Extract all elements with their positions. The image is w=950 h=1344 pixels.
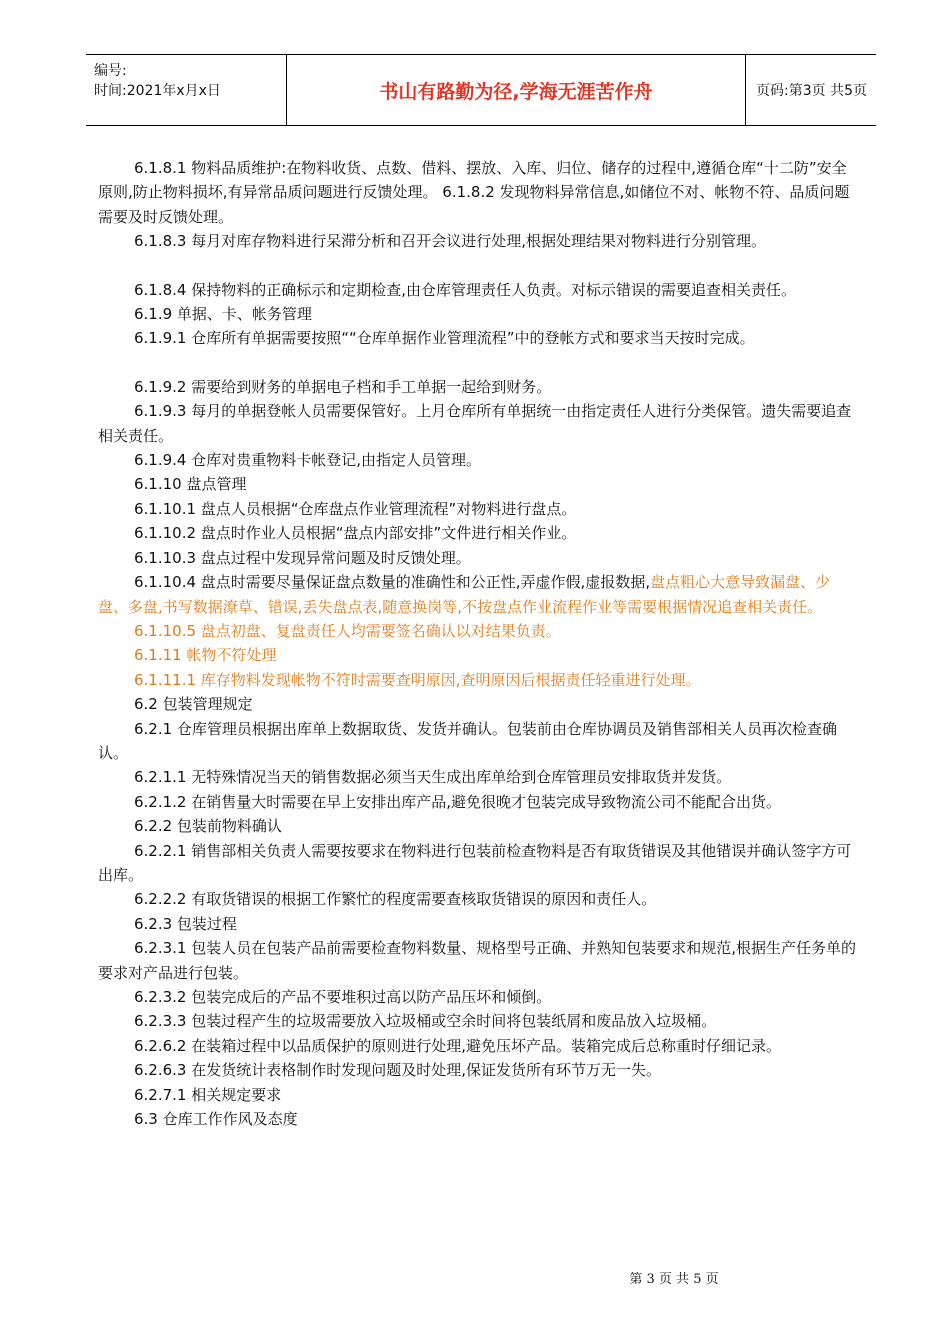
paragraph: 6.1.10.3 盘点过程中发现异常问题及时反馈处理。 [134,548,471,567]
footer-page-number: 第 3 页 共 5 页 [629,1272,719,1287]
paragraph: 6.1.9.1 仓库所有单据需要按照““仓库单据作业管理流程”中的登帐方式和要求当天按时完成。 [134,329,755,348]
paragraph: 6.2.3.3 包装过程产生的垃圾需要放入垃圾桶或空余时间将包装纸屑和废品放入垃圾桶。 [134,1012,717,1031]
paragraph: 6.1.10.2 盘点时作业人员根据“盘点内部安排”文件进行相关作业。 [134,524,577,543]
paragraph: 6.2.1.2 在销售量大时需要在早上安排出库产品,避免很晚才包装完成导致物流公司不能配合出货。 [134,792,782,811]
paragraph: 6.1.9.3 每月的单据登帐人员需要保管好。上月仓库所有单据统一由指定责任人进行分类保管。遗失需要追查相关责任。 [98,402,852,445]
header-page-info: 页码:第3页 共5页 [756,83,867,99]
highlighted-paragraph: 6.1.11.1 库存物料发现帐物不符时需要查明原因,查明原因后根据责任轻重进行处理。 [134,670,701,689]
paragraph: 6.1.9 单据、卡、帐务管理 [134,305,312,324]
paragraph: 6.2.6.2 在装箱过程中以品质保护的原则进行处理,避免压坏产品。装箱完成后总称重时仔细记录。 [134,1036,782,1055]
paragraph: 6.2.1.1 无特殊情况当天的销售数据必须当天生成出库单给到仓库管理员安排取货并发货。 [134,768,732,787]
paragraph: 6.1.9.4 仓库对贵重物料卡帐登记,由指定人员管理。 [134,451,482,470]
doc-code-label: 编号: [94,63,127,79]
header-meta [94,61,221,101]
paragraph: 6.2 包装管理规定 [134,695,253,714]
paragraph: 6.2.1 仓库管理员根据出库单上数据取货、发货并确认。包装前由仓库协调员及销售部相关人员再次检查确认。 [98,719,837,762]
highlighted-paragraph: 6.1.11 帐物不符处理 [134,646,277,665]
paragraph: 6.1.9.2 需要给到财务的单据电子档和手工单据一起给到财务。 [134,377,552,396]
highlighted-text: 盘点粗心大意导致漏盘、少盘、多盘,书写数据潦草、错误,丢失盘点表,随意换岗等,不按盘点作业流程作业等需要根据情况追查相关责任。 [98,573,831,616]
page-header [86,54,876,126]
page-footer [0,1268,950,1287]
paragraph: 6.1.10 盘点管理 [134,475,247,494]
paragraph: 6.2.3.2 包装完成后的产品不要堆积过高以防产品压坏和倾倒。 [134,988,552,1006]
paragraph: 6.2.7.1 相关规定要求 [134,1085,282,1104]
doc-time-label: 时间:2021年x月x日 [94,83,221,99]
paragraph: 6.2.2.2 有取货错误的根据工作繁忙的程度需要查核取货错误的原因和责任人。 [134,890,657,909]
paragraph: 6.1.8.4 保持物料的正确标示和定期检查,由仓库管理责任人负责。对标示错误的需要追查相关责任。 [134,280,797,299]
paragraph [98,570,858,619]
paragraph: 6.3 仓库工作作风及态度 [134,1110,298,1129]
paragraph-text: 6.1.10.4 盘点时需要尽量保证盘点数量的准确性和公正性,弄虚作假,虚报数据, [134,573,651,592]
header-slogan: 书山有路勤为径,学海无涯苦作舟 [286,55,746,125]
document-body [98,156,858,1131]
paragraph: 6.2.6.3 在发货统计表格制作时发现问题及时处理,保证发货所有环节万无一失。 [134,1061,662,1080]
paragraph: 6.2.3.1 包装人员在包装产品前需要检查物料数量、规格型号正确、并熟知包装要求和规范,根据生产任务单的要求对产品进行包装。 [98,939,857,982]
paragraph: 6.2.2 包装前物料确认 [134,817,282,836]
highlighted-paragraph: 6.1.10.5 盘点初盘、复盘责任人均需要签名确认以对结果负责。 [134,621,561,640]
paragraph: 6.2.3 包装过程 [134,914,237,933]
paragraph: 6.2.2.1 销售部相关负责人需要按要求在物料进行包装前检查物料是否有取货错误及其他错误并确认签字方可出库。 [98,841,852,884]
paragraph: 6.1.10.1 盘点人员根据“仓库盘点作业管理流程”对物料进行盘点。 [134,499,577,518]
paragraph: 6.1.8.1 物料品质维护:在物料收货、点数、借料、摆放、入库、归位、储存的过程中,遵循仓库“十二防”安全原则,防止物料损坏,有异常品质问题进行反馈处理。 6.1.8.2 发现物料异常信息,如储位不对、帐物不符、品质问题需要及时反馈处理。 [98,159,850,226]
paragraph: 6.1.8.3 每月对库存物料进行呆滞分析和召开会议进行处理,根据处理结果对物料进行分别管理。 [134,232,767,251]
